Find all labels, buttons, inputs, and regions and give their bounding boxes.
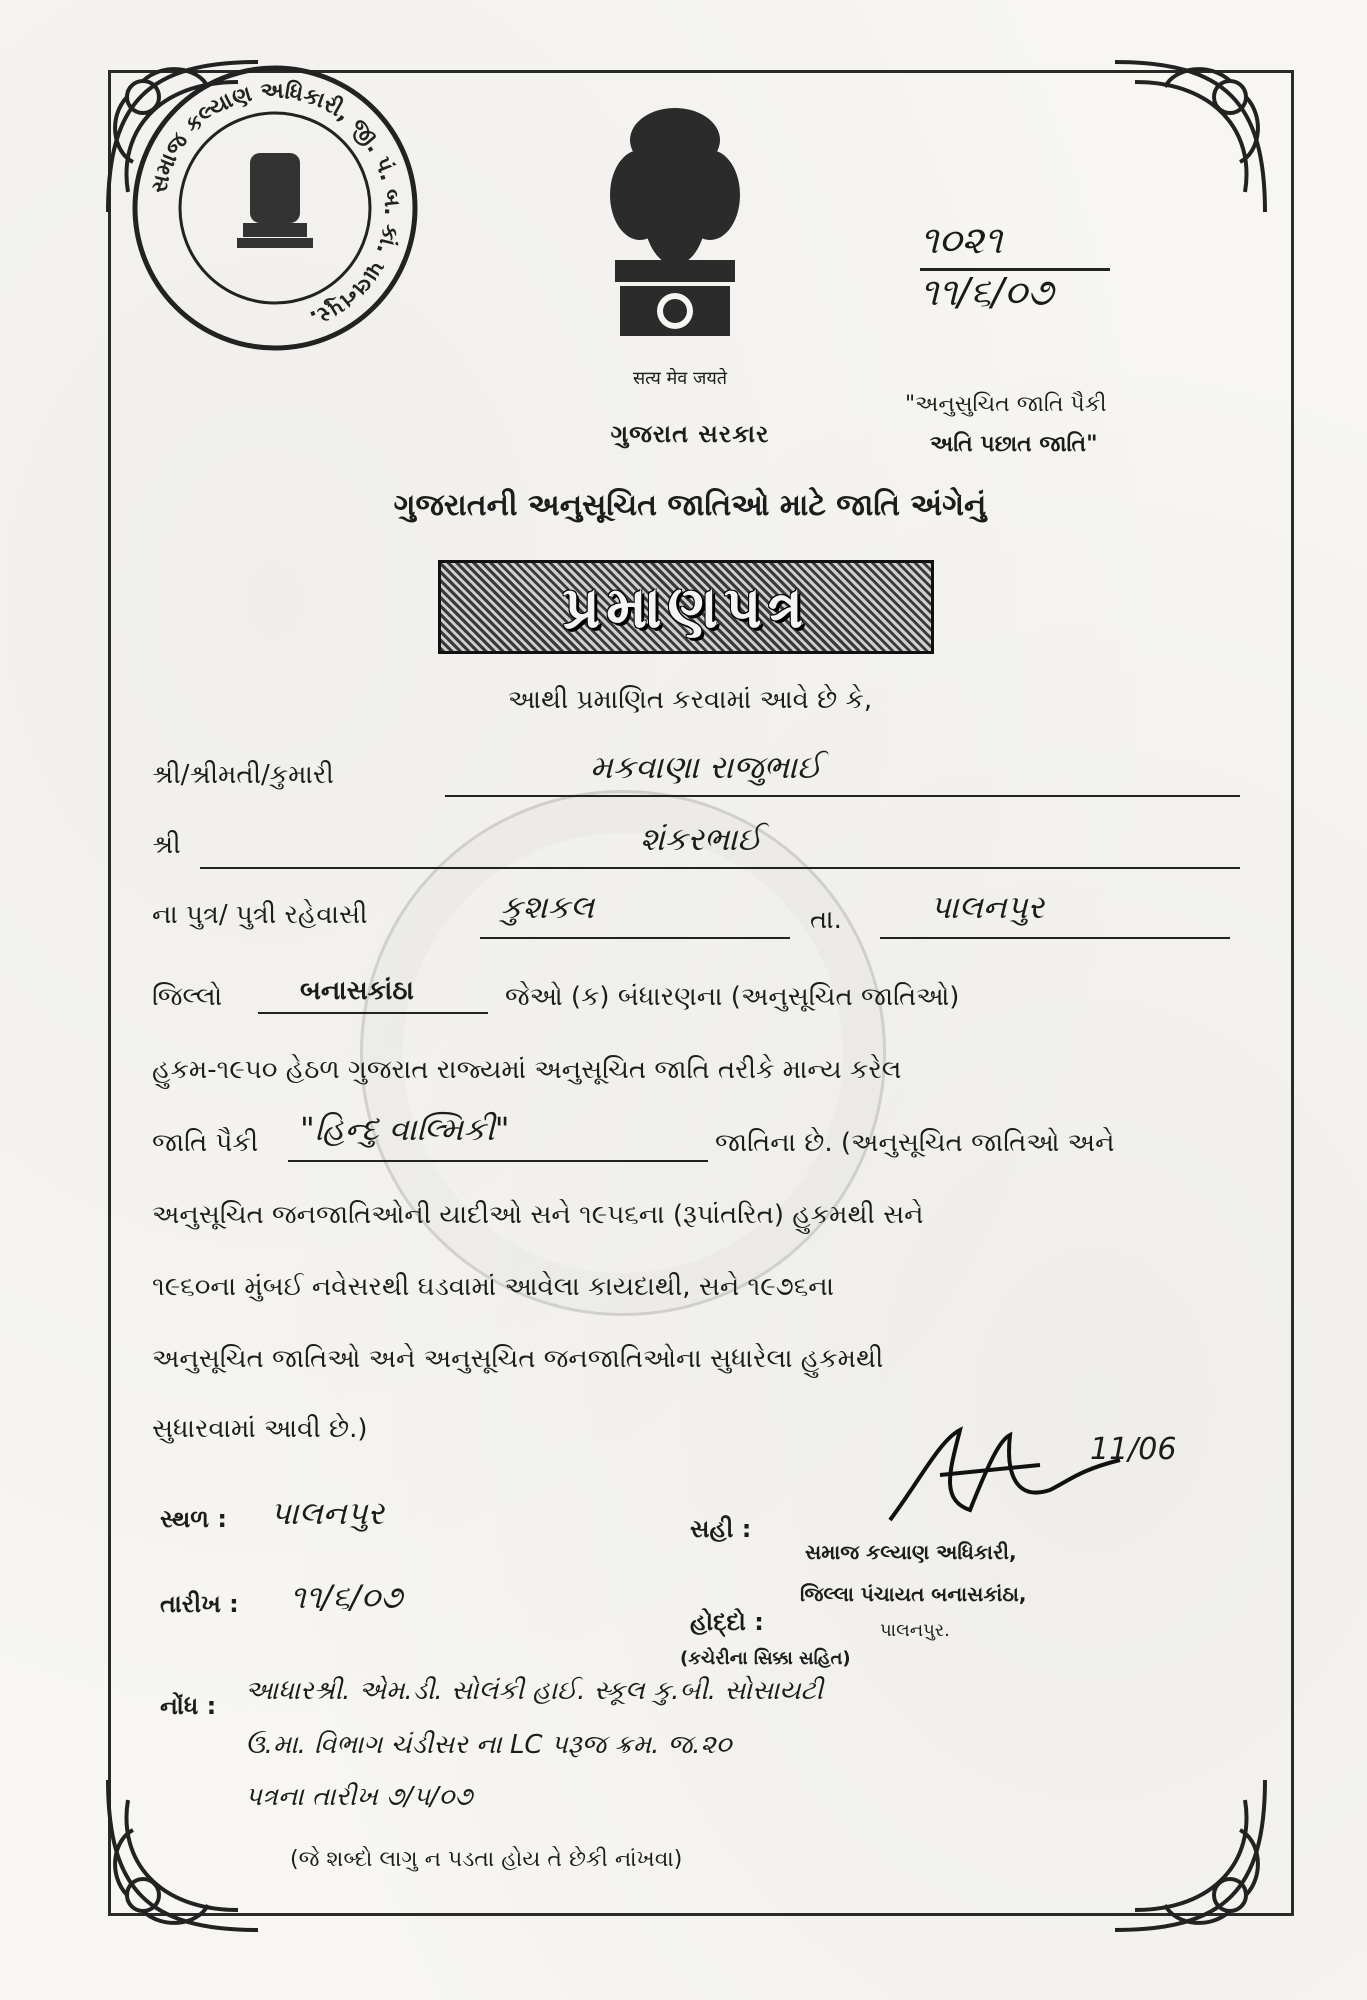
name-value: મકવાણા રાજુભાઈ xyxy=(590,748,822,786)
note-label: નોંધ : xyxy=(160,1692,217,1720)
father-label: શ્રી xyxy=(152,830,181,860)
corner-ornament-icon xyxy=(1095,1760,1285,1950)
caste-prefix: જાતિ પૈકી xyxy=(152,1128,259,1158)
national-motto: सत्य मेव जयते xyxy=(632,368,728,389)
father-value: શંકરભાઈ xyxy=(640,820,762,858)
name-label: શ્રી/શ્રીમતી/કુમારી xyxy=(152,760,334,790)
body-line: હુકમ-૧૯૫૦ હેઠળ ગુજરાત રાજ્યમાં અનુસૂચિત જાતિ તરીકે માન્ય કરેલ xyxy=(152,1055,902,1085)
footnote: (જે શબ્દો લાગુ ન પડતા હોય તે છેકી નાંખવા) xyxy=(290,1847,683,1872)
taluka-value: પાલનપુર xyxy=(930,888,1044,926)
reference-number: ૧૦૨૧ xyxy=(920,218,1003,262)
designation-label: હોદ્દો : xyxy=(690,1608,764,1636)
government-name: ગુજરાત સરકાર xyxy=(610,420,770,448)
taluka-label: તા. xyxy=(810,905,842,935)
office-line-3: પાલનપુર. xyxy=(880,1620,950,1641)
taluka-line xyxy=(880,937,1230,939)
father-line xyxy=(200,867,1240,869)
category-line-2: અતિ પછાત જાતિ" xyxy=(930,432,1098,457)
name-line xyxy=(445,795,1240,797)
caste-suffix: જાતિના છે. (અનુસૂચિત જાતિઓ અને xyxy=(715,1128,1115,1158)
district-line xyxy=(258,1012,488,1014)
stamp-note: (કચેરીના સિક્કા સહિત) xyxy=(680,1648,851,1669)
body-line: અનુસૂચિત જાતિઓ અને અનુસૂચિત જનજાતિઓના સુધારેલા હુકમથી xyxy=(152,1344,884,1374)
certificate-heading: ગુજરાતની અનુસૂચિત જાતિઓ માટે જાતિ અંગેનું xyxy=(393,488,987,523)
category-line-1: "અનુસુચિત જાતિ પૈકી xyxy=(905,392,1107,417)
corner-ornament-icon xyxy=(1095,42,1285,232)
seal-text: સમાજ કલ્યાણ અધિકારી, જી. પં. બ. કાં. પાલનપુર. xyxy=(146,78,405,331)
body-line: ૧૯૬૦ના મુંબઈ નવેસરથી ઘડવામાં આવેલા કાયદાથી, સને ૧૯૭૬ના xyxy=(152,1272,835,1302)
date-label: તારીખ : xyxy=(160,1590,239,1618)
signature-date: 11/06 xyxy=(1090,1432,1177,1467)
caste-line xyxy=(288,1160,708,1162)
residence-line xyxy=(480,937,790,939)
office-line-2: જિલ્લા પંચાયત બનાસકાંઠા, xyxy=(800,1582,1027,1606)
place-value: પાલનપુર xyxy=(270,1494,384,1532)
certificate-title: પ્રમાણપત્ર xyxy=(562,572,810,641)
certificate-intro: આથી પ્રમાણિત કરવામાં આવે છે કે, xyxy=(507,685,873,715)
body-line: અનુસૂચિત જનજાતિઓની યાદીઓ સને ૧૯૫૬ના (રૂપાંતરિત) હુકમથી સને xyxy=(152,1200,924,1230)
body-line: સુધારવામાં આવી છે.) xyxy=(152,1414,368,1444)
national-emblem-icon xyxy=(590,100,760,360)
office-line-1: સમાજ કલ્યાણ અધિકારી, xyxy=(805,1540,1017,1564)
district-rest: જેઓ (ક) બંધારણના (અનુસૂચિત જાતિઓ) xyxy=(505,982,960,1012)
district-label: જિલ્લો xyxy=(152,982,223,1012)
residence-value: કુશકલ xyxy=(500,888,595,926)
note-line-2: ઉ.મા. વિભાગ ચંડીસર ના LC પરૂજ ક્રમ. જ.૨૦ xyxy=(245,1730,732,1760)
reference-date: ૧૧/૬/૦૭ xyxy=(920,270,1054,314)
district-value: બનાસકાંઠા xyxy=(300,976,414,1006)
note-line-1: આધારશ્રી. એમ.ડી. સોલંકી હાઈ. સ્કૂલ કુ.બી. સોસાયટી xyxy=(245,1676,824,1706)
date-value: ૧૧/૬/૦૭ xyxy=(290,1578,403,1616)
official-seal-icon xyxy=(125,58,425,358)
place-label: સ્થળ : xyxy=(160,1505,227,1533)
caste-value: "હિન્દુ વાલ્મિકી" xyxy=(300,1110,510,1148)
certificate-title-box xyxy=(438,560,934,654)
residence-label: ના પુત્ર/ પુત્રી રહેવાસી xyxy=(152,900,368,930)
signature-label: સહી : xyxy=(690,1515,752,1543)
note-line-3: પત્રના તારીખ ૭/૫/૦૭ xyxy=(245,1782,473,1812)
